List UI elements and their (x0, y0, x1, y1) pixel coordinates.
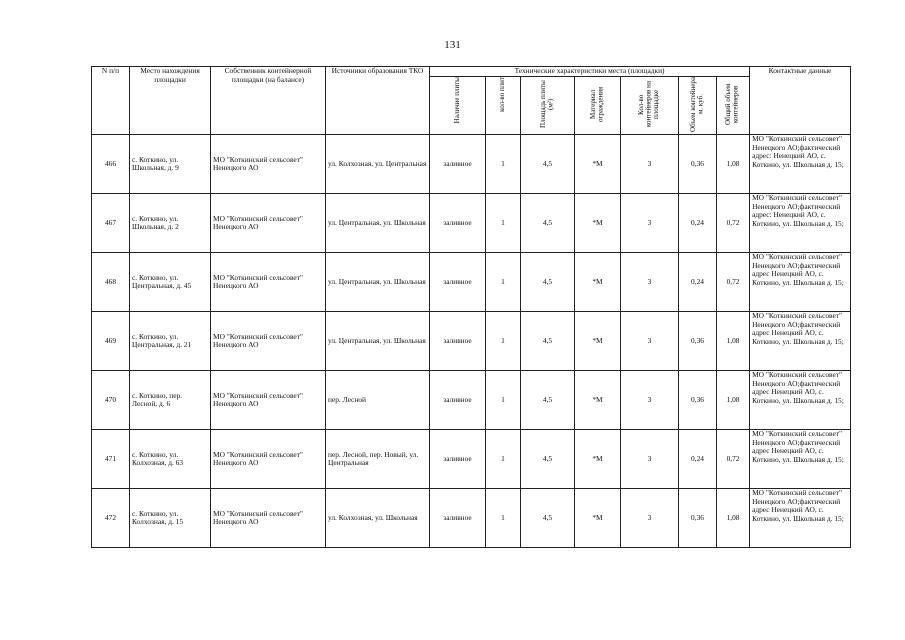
cell-fence: *М (575, 194, 621, 253)
cell-volume: 0,24 (679, 253, 717, 312)
cell-containers: 3 (621, 135, 679, 194)
cell-location: с. Коткино, ул. Центральная, д. 21 (130, 312, 211, 371)
cell-slab-count: 1 (486, 430, 521, 489)
cell-location: с. Коткино, ул. Колхозная, д. 15 (130, 489, 211, 548)
cell-owner: МО "Коткинский сельсовет" Ненецкого АО (211, 135, 326, 194)
cell-owner: МО "Коткинский сельсовет" Ненецкого АО (211, 312, 326, 371)
cell-total: 1,08 (717, 135, 750, 194)
cell-total: 1,08 (717, 312, 750, 371)
cell-total: 0,72 (717, 253, 750, 312)
cell-slab: заливное (430, 489, 486, 548)
cell-area: 4,5 (521, 430, 575, 489)
cell-area: 4,5 (521, 135, 575, 194)
cell-area: 4,5 (521, 371, 575, 430)
cell-volume: 0,24 (679, 430, 717, 489)
cell-area: 4,5 (521, 489, 575, 548)
header-containers: Кол-во контейнеров на площадке (621, 76, 679, 135)
page-number: 131 (444, 39, 461, 51)
cell-volume: 0,36 (679, 135, 717, 194)
header-row-1 (92, 67, 851, 77)
cell-sources: ул. Центральная, ул. Школьная (326, 253, 430, 312)
cell-containers: 3 (621, 430, 679, 489)
cell-slab: заливное (430, 371, 486, 430)
cell-fence: *М (575, 135, 621, 194)
cell-sources: пер. Лесной (326, 371, 430, 430)
cell-num: 472 (92, 489, 130, 548)
cell-containers: 3 (621, 371, 679, 430)
cell-area: 4,5 (521, 312, 575, 371)
cell-num: 467 (92, 194, 130, 253)
cell-owner: МО "Коткинский сельсовет" Ненецкого АО (211, 489, 326, 548)
cell-contact: МО "Коткинский сельсовет" Ненецкого АО;фактический адрес Ненецкий АО, с. Коткино, ул. Школьная д. 15; (750, 430, 851, 489)
cell-sources: ул. Центральная, ул. Школьная (326, 312, 430, 371)
table-row (92, 253, 851, 312)
cell-total: 0,72 (717, 194, 750, 253)
cell-containers: 3 (621, 489, 679, 548)
cell-contact: МО "Коткинский сельсовет" Ненецкого АО;фактический адрес: Ненецкий АО, с. Коткино, ул. Школьная д. 15; (750, 194, 851, 253)
header-contacts: Контактные данные (750, 67, 851, 135)
header-sources: Источники образования ТКО (326, 67, 430, 135)
cell-num: 468 (92, 253, 130, 312)
cell-fence: *М (575, 489, 621, 548)
cell-contact: МО "Коткинский сельсовет" Ненецкого АО;фактический адрес Ненецкий АО, с. Коткино, ул. Школьная д. 15; (750, 489, 851, 548)
cell-sources: ул. Колхозная, ул. Центральная (326, 135, 430, 194)
cell-owner: МО "Коткинский сельсовет" Ненецкого АО (211, 371, 326, 430)
cell-sources: ул. Центральная, ул. Школьная (326, 194, 430, 253)
table-row (92, 312, 851, 371)
cell-contact: МО "Коткинский сельсовет" Ненецкого АО;фактический адрес Ненецкий АО, с. Коткино, ул. Школьная д. 15; (750, 253, 851, 312)
header-slab-count: кол-во плит (486, 76, 521, 135)
cell-num: 469 (92, 312, 130, 371)
table-row (92, 430, 851, 489)
header-volume: Объем контейнера м. куб. (679, 76, 717, 135)
cell-total: 1,08 (717, 489, 750, 548)
cell-fence: *М (575, 253, 621, 312)
header-area: Площадь плиты (м²) (521, 76, 575, 135)
header-slab: Наличие плиты (430, 76, 486, 135)
cell-total: 0,72 (717, 430, 750, 489)
table-row (92, 489, 851, 548)
cell-area: 4,5 (521, 253, 575, 312)
header-tech: Технические характеристики места (площадки) (430, 67, 750, 77)
cell-slab-count: 1 (486, 194, 521, 253)
header-total: Общий объем контейнеров (717, 76, 750, 135)
cell-slab-count: 1 (486, 489, 521, 548)
cell-num: 471 (92, 430, 130, 489)
cell-area: 4,5 (521, 194, 575, 253)
cell-volume: 0,36 (679, 371, 717, 430)
cell-containers: 3 (621, 312, 679, 371)
cell-owner: МО "Коткинский сельсовет" Ненецкого АО (211, 430, 326, 489)
cell-slab: заливное (430, 253, 486, 312)
cell-slab: заливное (430, 135, 486, 194)
header-num: N п/п (92, 67, 130, 135)
cell-total: 1,08 (717, 371, 750, 430)
cell-volume: 0,36 (679, 489, 717, 548)
cell-owner: МО "Коткинский сельсовет" Ненецкого АО (211, 194, 326, 253)
header-fence: Материал ограждения (575, 76, 621, 135)
cell-volume: 0,36 (679, 312, 717, 371)
cell-location: с. Коткино, ул. Школьная, д. 2 (130, 194, 211, 253)
cell-num: 466 (92, 135, 130, 194)
cell-sources: ул. Колхозная, ул. Школьная (326, 489, 430, 548)
cell-containers: 3 (621, 253, 679, 312)
header-location: Место нахождения площадки (130, 67, 211, 135)
header-owner: Собственник контейнерной площадки (на балансе) (211, 67, 326, 135)
registry-table (91, 66, 851, 548)
cell-slab: заливное (430, 430, 486, 489)
cell-volume: 0,24 (679, 194, 717, 253)
cell-slab-count: 1 (486, 135, 521, 194)
cell-slab: заливное (430, 312, 486, 371)
table-row (92, 194, 851, 253)
cell-location: с. Коткино, ул. Колхозная, д. 63 (130, 430, 211, 489)
cell-contact: МО "Коткинский сельсовет" Ненецкого АО;фактический адрес Ненецкий АО, с. Коткино, ул. Школьная д. 15; (750, 371, 851, 430)
cell-location: с. Коткино, ул. Школьная, д. 9 (130, 135, 211, 194)
cell-location: с. Коткино, пер. Лесной, д. 6 (130, 371, 211, 430)
cell-fence: *М (575, 312, 621, 371)
cell-fence: *М (575, 371, 621, 430)
cell-slab-count: 1 (486, 371, 521, 430)
cell-num: 470 (92, 371, 130, 430)
cell-slab-count: 1 (486, 253, 521, 312)
cell-sources: пер. Лесной, пер. Новый, ул. Центральная (326, 430, 430, 489)
cell-fence: *М (575, 430, 621, 489)
cell-slab-count: 1 (486, 312, 521, 371)
table-row (92, 135, 851, 194)
cell-location: с. Коткино, ул. Центральная, д. 45 (130, 253, 211, 312)
cell-containers: 3 (621, 194, 679, 253)
table-row (92, 371, 851, 430)
cell-owner: МО "Коткинский сельсовет" Ненецкого АО (211, 253, 326, 312)
cell-contact: МО "Коткинский сельсовет" Ненецкого АО;фактический адрес: Ненецкий АО, с. Коткино, ул. Школьная д. 15; (750, 135, 851, 194)
cell-contact: МО "Коткинский сельсовет" Ненецкого АО;фактический адрес Ненецкий АО, с. Коткино, ул. Школьная д. 15; (750, 312, 851, 371)
cell-slab: заливное (430, 194, 486, 253)
